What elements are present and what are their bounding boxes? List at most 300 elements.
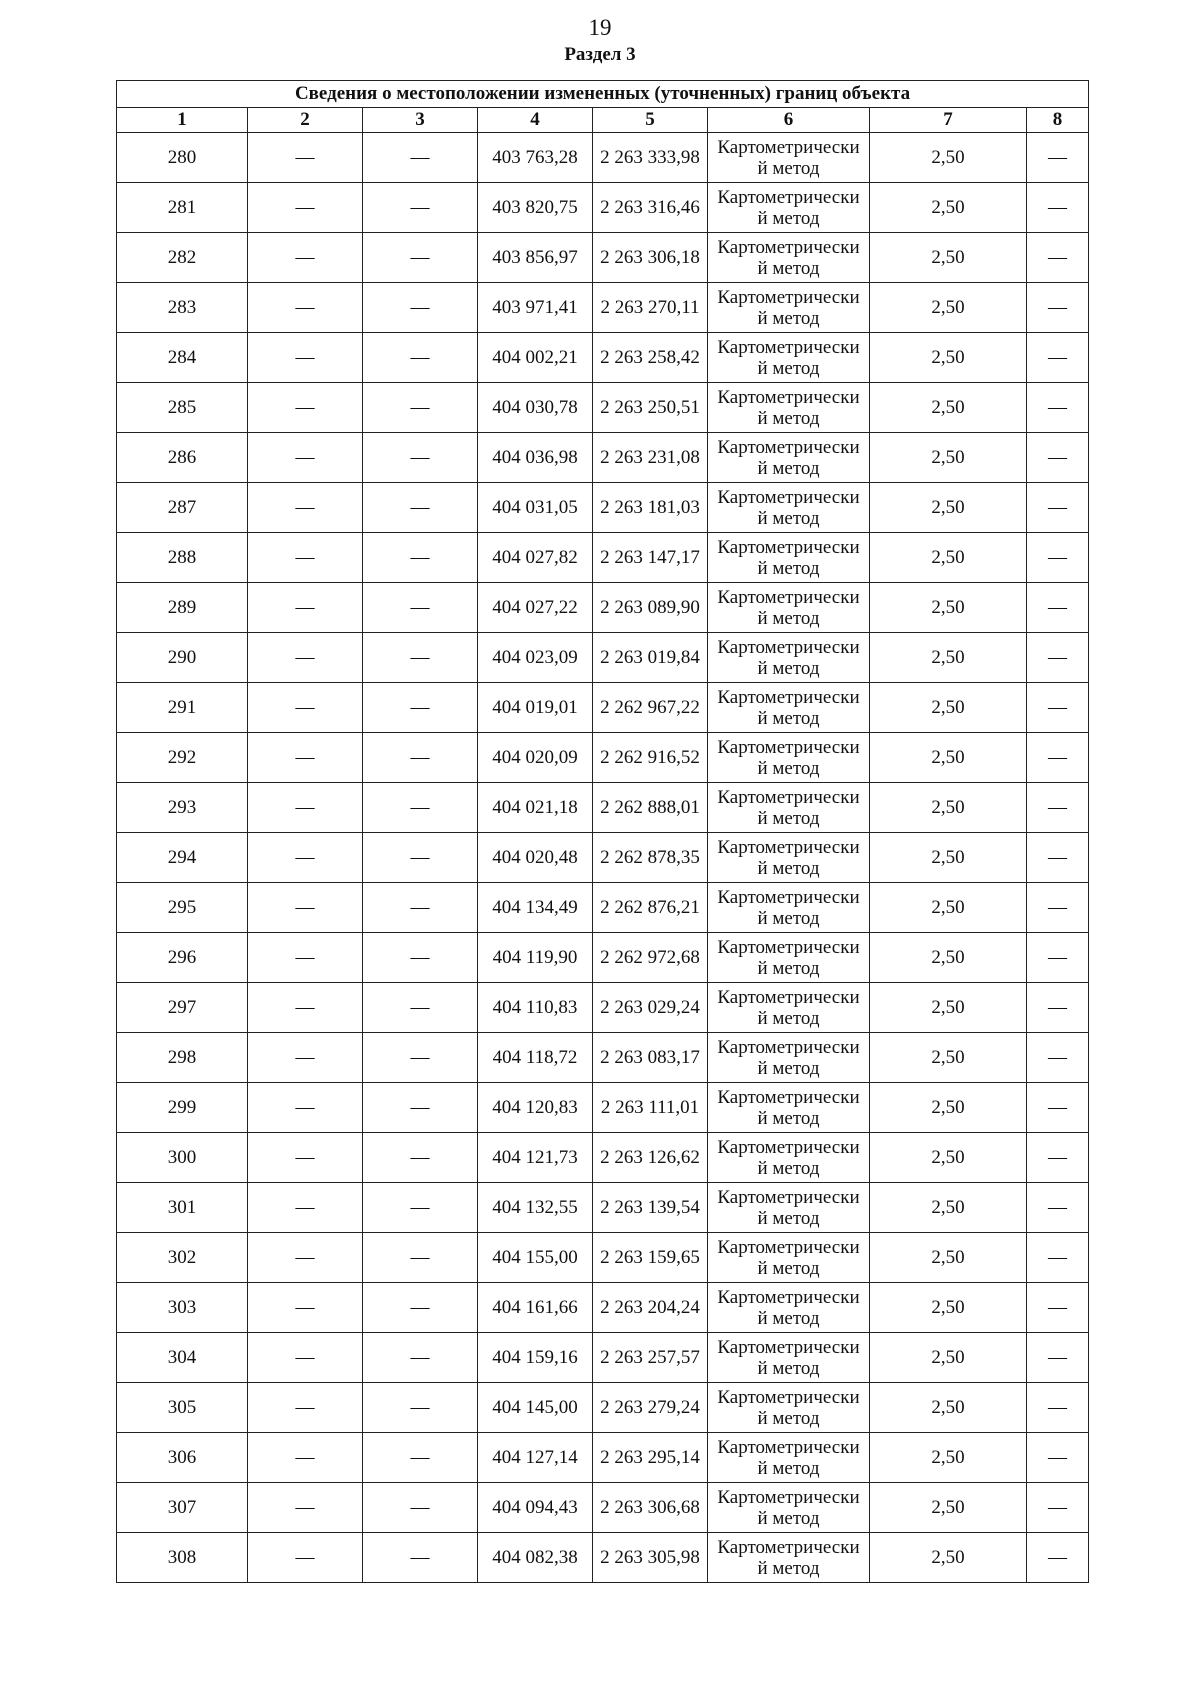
method-cell (708, 1233, 870, 1283)
y-coordinate: 2 263 139,54 (593, 1183, 708, 1233)
point-number: 305 (117, 1383, 248, 1433)
col-2-value: — (248, 1533, 363, 1583)
method-cell (708, 283, 870, 333)
table-row (117, 1433, 1089, 1483)
method-cell (708, 783, 870, 833)
table-row (117, 233, 1089, 283)
x-coordinate: 404 119,90 (478, 933, 593, 983)
col-2-value: — (248, 383, 363, 433)
method-text-line-2: й метод (757, 407, 820, 429)
point-number: 280 (117, 133, 248, 183)
point-number: 287 (117, 483, 248, 533)
x-coordinate: 403 856,97 (478, 233, 593, 283)
point-number: 298 (117, 1033, 248, 1083)
point-number: 291 (117, 683, 248, 733)
y-coordinate: 2 262 888,01 (593, 783, 708, 833)
accuracy-value: 2,50 (870, 1233, 1027, 1283)
method-text-line-2: й метод (757, 807, 820, 829)
method-cell (708, 933, 870, 983)
col-8-value: — (1027, 1333, 1089, 1383)
method-text-line-1: Картометрически (717, 436, 860, 458)
table-row (117, 733, 1089, 783)
col-3-value: — (363, 1383, 478, 1433)
col-2-value: — (248, 983, 363, 1033)
method-text-line-2: й метод (757, 957, 820, 979)
col-8-value: — (1027, 1133, 1089, 1183)
col-3-value: — (363, 483, 478, 533)
col-2-value: — (248, 1233, 363, 1283)
x-coordinate: 404 021,18 (478, 783, 593, 833)
col-2-value: — (248, 483, 363, 533)
col-8-value: — (1027, 183, 1089, 233)
x-coordinate: 404 118,72 (478, 1033, 593, 1083)
method-text-line-1: Картометрически (717, 1086, 860, 1108)
method-text-line-1: Картометрически (717, 986, 860, 1008)
col-8-value: — (1027, 783, 1089, 833)
method-cell (708, 483, 870, 533)
method-text-line-2: й метод (757, 1457, 820, 1479)
method-text-line-1: Картометрически (717, 1386, 860, 1408)
col-3-value: — (363, 1133, 478, 1183)
col-8-value: — (1027, 1233, 1089, 1283)
page-number: 19 (588, 15, 612, 40)
accuracy-value: 2,50 (870, 183, 1027, 233)
x-coordinate: 404 002,21 (478, 333, 593, 383)
y-coordinate: 2 263 250,51 (593, 383, 708, 433)
method-cell (708, 533, 870, 583)
table-row (117, 383, 1089, 433)
column-number-1: 1 (117, 108, 248, 133)
col-3-value: — (363, 1083, 478, 1133)
point-number: 296 (117, 933, 248, 983)
x-coordinate: 404 036,98 (478, 433, 593, 483)
col-2-value: — (248, 1033, 363, 1083)
method-text-line-1: Картометрически (717, 936, 860, 958)
method-text-line-1: Картометрически (717, 1136, 860, 1158)
accuracy-value: 2,50 (870, 383, 1027, 433)
accuracy-value: 2,50 (870, 933, 1027, 983)
y-coordinate: 2 263 204,24 (593, 1283, 708, 1333)
method-text-line-2: й метод (757, 257, 820, 279)
col-2-value: — (248, 233, 363, 283)
point-number: 292 (117, 733, 248, 783)
col-3-value: — (363, 1033, 478, 1083)
method-text-line-1: Картометрически (717, 1486, 860, 1508)
column-number-3: 3 (363, 108, 478, 133)
y-coordinate: 2 262 916,52 (593, 733, 708, 783)
point-number: 307 (117, 1483, 248, 1533)
y-coordinate: 2 263 089,90 (593, 583, 708, 633)
method-text-line-2: й метод (757, 707, 820, 729)
col-8-value: — (1027, 133, 1089, 183)
col-3-value: — (363, 1433, 478, 1483)
method-cell (708, 133, 870, 183)
y-coordinate: 2 262 876,21 (593, 883, 708, 933)
accuracy-value: 2,50 (870, 1033, 1027, 1083)
method-cell (708, 433, 870, 483)
table-row (117, 1083, 1089, 1133)
col-8-value: — (1027, 333, 1089, 383)
table-row (117, 1283, 1089, 1333)
method-text-line-1: Картометрически (717, 286, 860, 308)
method-cell (708, 1433, 870, 1483)
col-2-value: — (248, 533, 363, 583)
x-coordinate: 404 134,49 (478, 883, 593, 933)
accuracy-value: 2,50 (870, 1483, 1027, 1533)
method-text-line-1: Картометрически (717, 1186, 860, 1208)
col-3-value: — (363, 1233, 478, 1283)
method-cell (708, 1283, 870, 1333)
point-number: 299 (117, 1083, 248, 1133)
method-cell (708, 383, 870, 433)
col-8-value: — (1027, 933, 1089, 983)
col-8-value: — (1027, 733, 1089, 783)
method-text-line-2: й метод (757, 1307, 820, 1329)
col-3-value: — (363, 233, 478, 283)
y-coordinate: 2 263 126,62 (593, 1133, 708, 1183)
point-number: 303 (117, 1283, 248, 1333)
table-body (117, 133, 1089, 1583)
point-number: 282 (117, 233, 248, 283)
col-8-value: — (1027, 633, 1089, 683)
accuracy-value: 2,50 (870, 983, 1027, 1033)
method-text-line-2: й метод (757, 1157, 820, 1179)
method-text-line-1: Картометрически (717, 636, 860, 658)
col-8-value: — (1027, 283, 1089, 333)
table-row (117, 1333, 1089, 1383)
col-8-value: — (1027, 383, 1089, 433)
col-3-value: — (363, 633, 478, 683)
table-row (117, 283, 1089, 333)
method-text-line-2: й метод (757, 557, 820, 579)
col-8-value: — (1027, 233, 1089, 283)
col-8-value: — (1027, 433, 1089, 483)
col-3-value: — (363, 133, 478, 183)
point-number: 286 (117, 433, 248, 483)
method-cell (708, 1333, 870, 1383)
table-row (117, 583, 1089, 633)
section-title: Раздел 3 (564, 44, 636, 65)
table-row (117, 333, 1089, 383)
method-text-line-1: Картометрически (717, 1036, 860, 1058)
method-text-line-2: й метод (757, 1007, 820, 1029)
col-3-value: — (363, 883, 478, 933)
accuracy-value: 2,50 (870, 283, 1027, 333)
y-coordinate: 2 262 972,68 (593, 933, 708, 983)
col-8-value: — (1027, 983, 1089, 1033)
col-3-value: — (363, 733, 478, 783)
column-number-2: 2 (248, 108, 363, 133)
accuracy-value: 2,50 (870, 533, 1027, 583)
x-coordinate: 404 145,00 (478, 1383, 593, 1433)
method-text-line-2: й метод (757, 1507, 820, 1529)
method-text-line-1: Картометрически (717, 336, 860, 358)
table-row (117, 533, 1089, 583)
method-text-line-2: й метод (757, 907, 820, 929)
col-8-value: — (1027, 1533, 1089, 1583)
point-number: 285 (117, 383, 248, 433)
x-coordinate: 404 082,38 (478, 1533, 593, 1583)
column-number-6: 6 (708, 108, 870, 133)
x-coordinate: 404 132,55 (478, 1183, 593, 1233)
method-text-line-2: й метод (757, 1057, 820, 1079)
table-row (117, 183, 1089, 233)
y-coordinate: 2 263 279,24 (593, 1383, 708, 1433)
point-number: 304 (117, 1333, 248, 1383)
col-3-value: — (363, 683, 478, 733)
method-text-line-1: Картометрически (717, 1436, 860, 1458)
point-number: 306 (117, 1433, 248, 1483)
col-3-value: — (363, 383, 478, 433)
method-cell (708, 233, 870, 283)
table-row (117, 683, 1089, 733)
table-row (117, 1233, 1089, 1283)
col-2-value: — (248, 633, 363, 683)
col-2-value: — (248, 1283, 363, 1333)
accuracy-value: 2,50 (870, 783, 1027, 833)
accuracy-value: 2,50 (870, 1183, 1027, 1233)
y-coordinate: 2 263 333,98 (593, 133, 708, 183)
method-text-line-2: й метод (757, 857, 820, 879)
x-coordinate: 404 110,83 (478, 983, 593, 1033)
method-text-line-1: Картометрически (717, 686, 860, 708)
y-coordinate: 2 263 306,18 (593, 233, 708, 283)
accuracy-value: 2,50 (870, 633, 1027, 683)
method-text-line-2: й метод (757, 1207, 820, 1229)
column-number-8: 8 (1027, 108, 1089, 133)
col-8-value: — (1027, 683, 1089, 733)
method-text-line-2: й метод (757, 657, 820, 679)
method-cell (708, 733, 870, 783)
col-2-value: — (248, 583, 363, 633)
accuracy-value: 2,50 (870, 883, 1027, 933)
x-coordinate: 404 020,48 (478, 833, 593, 883)
col-3-value: — (363, 533, 478, 583)
accuracy-value: 2,50 (870, 833, 1027, 883)
x-coordinate: 404 023,09 (478, 633, 593, 683)
method-cell (708, 1533, 870, 1583)
col-2-value: — (248, 1433, 363, 1483)
method-text-line-2: й метод (757, 757, 820, 779)
y-coordinate: 2 263 147,17 (593, 533, 708, 583)
accuracy-value: 2,50 (870, 1333, 1027, 1383)
method-text-line-2: й метод (757, 457, 820, 479)
point-number: 294 (117, 833, 248, 883)
point-number: 293 (117, 783, 248, 833)
method-cell (708, 983, 870, 1033)
point-number: 283 (117, 283, 248, 333)
col-3-value: — (363, 583, 478, 633)
method-text-line-1: Картометрически (717, 536, 860, 558)
col-8-value: — (1027, 533, 1089, 583)
point-number: 297 (117, 983, 248, 1033)
accuracy-value: 2,50 (870, 1133, 1027, 1183)
method-cell (708, 1033, 870, 1083)
point-number: 284 (117, 333, 248, 383)
col-8-value: — (1027, 483, 1089, 533)
col-3-value: — (363, 1533, 478, 1583)
table-row (117, 133, 1089, 183)
accuracy-value: 2,50 (870, 133, 1027, 183)
point-number: 302 (117, 1233, 248, 1283)
boundary-coordinates-table (116, 80, 1089, 1583)
method-text-line-2: й метод (757, 1357, 820, 1379)
column-number-7: 7 (870, 108, 1027, 133)
method-cell (708, 333, 870, 383)
col-3-value: — (363, 183, 478, 233)
x-coordinate: 404 155,00 (478, 1233, 593, 1283)
col-2-value: — (248, 1383, 363, 1433)
method-text-line-2: й метод (757, 307, 820, 329)
column-number-4: 4 (478, 108, 593, 133)
col-3-value: — (363, 783, 478, 833)
point-number: 288 (117, 533, 248, 583)
x-coordinate: 404 121,73 (478, 1133, 593, 1183)
table-row (117, 883, 1089, 933)
col-3-value: — (363, 1183, 478, 1233)
y-coordinate: 2 263 083,17 (593, 1033, 708, 1083)
col-3-value: — (363, 433, 478, 483)
col-3-value: — (363, 983, 478, 1033)
accuracy-value: 2,50 (870, 1433, 1027, 1483)
method-cell (708, 683, 870, 733)
x-coordinate: 403 820,75 (478, 183, 593, 233)
table-row (117, 1033, 1089, 1083)
point-number: 308 (117, 1533, 248, 1583)
x-coordinate: 404 127,14 (478, 1433, 593, 1483)
y-coordinate: 2 262 967,22 (593, 683, 708, 733)
method-cell (708, 833, 870, 883)
table-row (117, 1483, 1089, 1533)
method-cell (708, 183, 870, 233)
col-3-value: — (363, 1333, 478, 1383)
col-8-value: — (1027, 1283, 1089, 1333)
y-coordinate: 2 263 305,98 (593, 1533, 708, 1583)
point-number: 289 (117, 583, 248, 633)
col-2-value: — (248, 933, 363, 983)
method-text-line-1: Картометрически (717, 186, 860, 208)
method-text-line-2: й метод (757, 1407, 820, 1429)
table-row (117, 933, 1089, 983)
y-coordinate: 2 263 111,01 (593, 1083, 708, 1133)
col-2-value: — (248, 283, 363, 333)
table-row (117, 983, 1089, 1033)
y-coordinate: 2 263 019,84 (593, 633, 708, 683)
accuracy-value: 2,50 (870, 1083, 1027, 1133)
col-8-value: — (1027, 833, 1089, 883)
accuracy-value: 2,50 (870, 433, 1027, 483)
table-row (117, 1533, 1089, 1583)
accuracy-value: 2,50 (870, 1383, 1027, 1433)
method-cell (708, 1133, 870, 1183)
col-8-value: — (1027, 1383, 1089, 1433)
col-3-value: — (363, 833, 478, 883)
accuracy-value: 2,50 (870, 1283, 1027, 1333)
col-8-value: — (1027, 1033, 1089, 1083)
point-number: 301 (117, 1183, 248, 1233)
method-text-line-1: Картометрически (717, 736, 860, 758)
y-coordinate: 2 263 257,57 (593, 1333, 708, 1383)
method-text-line-2: й метод (757, 607, 820, 629)
col-2-value: — (248, 1133, 363, 1183)
col-2-value: — (248, 783, 363, 833)
method-text-line-1: Картометрически (717, 836, 860, 858)
method-cell (708, 883, 870, 933)
col-8-value: — (1027, 583, 1089, 633)
method-cell (708, 1483, 870, 1533)
method-cell (708, 583, 870, 633)
point-number: 281 (117, 183, 248, 233)
y-coordinate: 2 263 295,14 (593, 1433, 708, 1483)
col-2-value: — (248, 733, 363, 783)
table-row (117, 633, 1089, 683)
y-coordinate: 2 263 270,11 (593, 283, 708, 333)
x-coordinate: 404 159,16 (478, 1333, 593, 1383)
col-2-value: — (248, 433, 363, 483)
x-coordinate: 404 027,82 (478, 533, 593, 583)
table-row (117, 1133, 1089, 1183)
method-cell (708, 1383, 870, 1433)
table-row (117, 833, 1089, 883)
method-text-line-2: й метод (757, 157, 820, 179)
col-2-value: — (248, 133, 363, 183)
accuracy-value: 2,50 (870, 233, 1027, 283)
col-2-value: — (248, 833, 363, 883)
col-2-value: — (248, 1333, 363, 1383)
col-8-value: — (1027, 1183, 1089, 1233)
method-text-line-1: Картометрически (717, 886, 860, 908)
col-2-value: — (248, 1183, 363, 1233)
y-coordinate: 2 263 159,65 (593, 1233, 708, 1283)
method-cell (708, 633, 870, 683)
method-text-line-2: й метод (757, 1557, 820, 1579)
col-8-value: — (1027, 883, 1089, 933)
method-cell (708, 1083, 870, 1133)
accuracy-value: 2,50 (870, 683, 1027, 733)
method-text-line-2: й метод (757, 507, 820, 529)
column-number-5: 5 (593, 108, 708, 133)
col-3-value: — (363, 933, 478, 983)
col-3-value: — (363, 1483, 478, 1533)
accuracy-value: 2,50 (870, 733, 1027, 783)
point-number: 290 (117, 633, 248, 683)
col-3-value: — (363, 1283, 478, 1333)
x-coordinate: 404 020,09 (478, 733, 593, 783)
col-3-value: — (363, 333, 478, 383)
column-number-row (117, 108, 1089, 133)
col-2-value: — (248, 183, 363, 233)
method-text-line-1: Картометрически (717, 786, 860, 808)
x-coordinate: 404 019,01 (478, 683, 593, 733)
col-2-value: — (248, 883, 363, 933)
accuracy-value: 2,50 (870, 483, 1027, 533)
col-2-value: — (248, 1483, 363, 1533)
point-number: 300 (117, 1133, 248, 1183)
table-row (117, 483, 1089, 533)
table-caption: Сведения о местоположении измененных (уточненных) границ объекта (117, 81, 1089, 108)
table-row (117, 1183, 1089, 1233)
col-2-value: — (248, 683, 363, 733)
method-text-line-2: й метод (757, 1257, 820, 1279)
table-row (117, 433, 1089, 483)
method-text-line-2: й метод (757, 207, 820, 229)
accuracy-value: 2,50 (870, 1533, 1027, 1583)
col-3-value: — (363, 283, 478, 333)
y-coordinate: 2 263 029,24 (593, 983, 708, 1033)
method-text-line-1: Картометрически (717, 486, 860, 508)
y-coordinate: 2 263 258,42 (593, 333, 708, 383)
y-coordinate: 2 263 231,08 (593, 433, 708, 483)
